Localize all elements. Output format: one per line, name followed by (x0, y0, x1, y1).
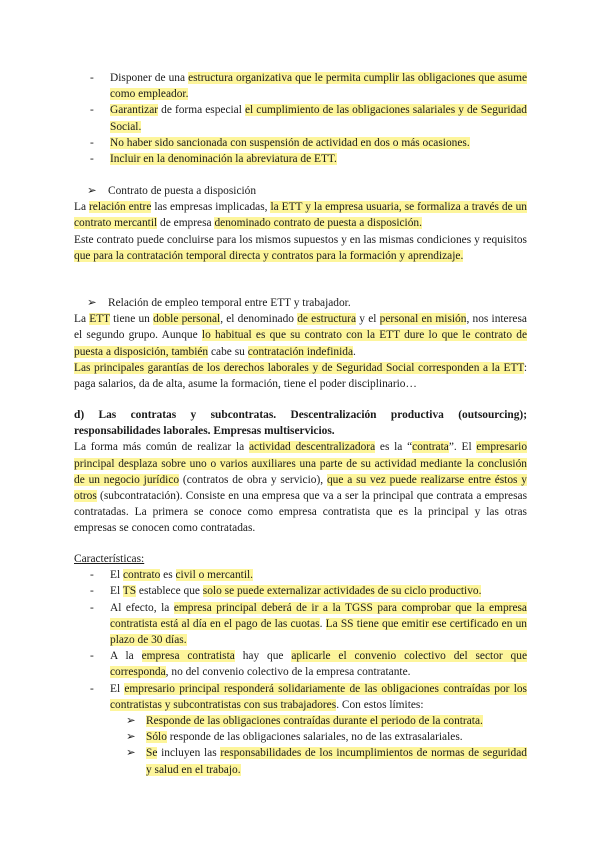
section-subheading: ➢ Relación de empleo temporal entre ETT y trabajador. (74, 295, 527, 311)
dash-bullet: - (90, 601, 94, 614)
list-item (74, 600, 527, 649)
text-run: hay que (234, 650, 292, 663)
text-run: (subcontratación). Consiste en una empresa que va a ser la principal que contrata a empresas contratadas. La primera se conoce como empresa contratista que es la principal y las otras empresas se conocen como contratadas. (74, 490, 527, 535)
text-run: Al efecto, la (110, 601, 174, 614)
highlighted-text: de estructura (297, 313, 357, 326)
highlighted-text: Garantizar (110, 104, 159, 117)
highlighted-text: contratación indefinida (247, 345, 354, 358)
list-item (74, 583, 527, 599)
text-run: A la (110, 650, 142, 663)
dash-bullet: - (90, 136, 94, 149)
highlighted-text: lo habitual es que su contrato con la ETT dure lo que le contrato de puesta a disposición, también (74, 329, 527, 358)
paragraph (74, 232, 527, 264)
arrow-bullet-icon: ➢ (126, 731, 136, 744)
list-item (74, 151, 527, 167)
text-run: es (160, 569, 176, 582)
highlighted-text: Se (146, 747, 158, 760)
dash-bullet: - (90, 650, 94, 663)
text-run: El (110, 585, 123, 598)
section-subheading: ➢ Contrato de puesta a disposición (74, 183, 527, 199)
highlighted-text: contrata (412, 441, 449, 454)
text-run: El (110, 569, 123, 582)
highlighted-text: empresario principal desplaza sobre uno o varios auxiliares una parte de su actividad mediante la conclusión de un negocio jurídico (74, 441, 528, 486)
text-run: La forma más común de realizar la (74, 441, 249, 454)
text-run: es la “ (375, 441, 413, 454)
highlighted-text: solo se puede externalizar actividades de su ciclo productivo. (202, 585, 482, 598)
dash-bullet: - (90, 72, 94, 84)
highlighted-text: ETT (89, 313, 110, 326)
list-item (74, 567, 527, 583)
text-run: (contratos de obra y servicio), (179, 473, 327, 486)
highlighted-text: doble personal (153, 313, 221, 326)
text-run: La (74, 201, 89, 214)
text-run: , no del convenio colectivo de la empresa contratante. (165, 666, 411, 679)
paragraph (74, 439, 527, 536)
highlighted-text: que a su vez puede realizarse entre éstos y otros (74, 473, 527, 503)
text-run: establece que (136, 585, 203, 598)
list-item (74, 70, 527, 102)
highlighted-text: relación entre (88, 201, 152, 214)
highlighted-text: responsabilidades de los incumplimientos de normas de seguridad y salud en el trabajo. (146, 747, 527, 776)
text-run: , nos interesa el segundo grupo. Aunque (74, 313, 527, 342)
highlighted-text: empresa contratista (141, 650, 235, 663)
text-run: las empresas implicadas, (151, 201, 271, 214)
highlighted-text: civil o mercantil. (175, 569, 253, 582)
list-item (74, 135, 527, 151)
highlighted-text: denominado contrato de puesta a disposición. (214, 217, 422, 230)
text-run: responde de las obligaciones salariales, no de las extrasalariales. (166, 731, 463, 744)
highlighted-text: Incluir en la denominación la abreviatura de ETT. (110, 153, 337, 166)
paragraph (74, 360, 527, 392)
highlighted-text: contrato (122, 569, 161, 582)
caracteristicas-section (74, 551, 527, 778)
arrow-bullet-icon: ➢ (87, 185, 97, 197)
text-run: : paga salarios, da de alta, asume la formación, tiene el poder disciplinario… (74, 361, 527, 391)
list-item (74, 681, 527, 713)
highlighted-text: empresario principal responderá solidariamente de las obligaciones contraídas por los contratistas y subcontratistas con sus trabajadores (110, 682, 527, 711)
text-run: . (319, 617, 326, 630)
arrow-bullet-icon: ➢ (126, 747, 136, 760)
dash-bullet: - (90, 569, 94, 582)
text-run: y el (356, 313, 380, 326)
highlighted-text: empresa principal deberá de ir a la TGSS para comprobar que la empresa contratista está al día en el pago de las cuotas (110, 601, 527, 630)
highlighted-text: estructura organizativa que le permita cumplir las obligaciones que asume como empleador. (110, 72, 528, 101)
text-run: incluyen las (157, 747, 221, 760)
highlighted-text: Sólo (146, 731, 167, 744)
dash-bullet: - (90, 682, 94, 695)
highlighted-text: La SS tiene que emitir ese certificado en un plazo de 30 días. (110, 617, 527, 647)
text-run: . Con estos límites: (336, 698, 424, 711)
text-run: Este contrato puede concluirse para los mismos supuestos y en las mismas condiciones y requisitos (74, 233, 527, 246)
highlighted-text: personal en misión (379, 313, 467, 326)
text-run: . (353, 345, 356, 358)
highlighted-text: TS (122, 585, 137, 598)
highlighted-text: Responde de las obligaciones contraídas durante el periodo de la contrata. (146, 715, 483, 728)
text-run: tiene un (109, 313, 154, 326)
sub-list-item (74, 713, 527, 729)
text-run: Disponer de una (110, 72, 189, 84)
sub-list-item (74, 729, 527, 745)
highlighted-text: que para la contratación temporal directa y contratos para la formación y aprendizaje. (74, 249, 464, 262)
highlighted-text: actividad descentralizadora (248, 441, 376, 454)
contrato-puesta-section (74, 183, 527, 264)
text-run: de empresa (157, 217, 215, 230)
text-run: ”. El (448, 441, 477, 454)
highlighted-text: aplicarle el convenio colectivo del sector que corresponda (110, 650, 528, 679)
dash-bullet: - (90, 153, 94, 166)
relacion-empleo-section (74, 295, 527, 392)
dash-bullet: - (90, 585, 94, 598)
list-item (74, 648, 527, 680)
arrow-bullet-icon: ➢ (126, 715, 136, 728)
arrow-bullet-icon: ➢ (87, 297, 97, 309)
requirements-list (74, 70, 527, 167)
section-d (74, 407, 527, 537)
text-run: , el denominado (220, 313, 298, 326)
highlighted-text: Las principales garantías de los derechos laborales y de Seguridad Social corresponden a la ETT (74, 361, 524, 374)
list-item (74, 102, 527, 134)
paragraph (74, 199, 527, 231)
highlighted-text: la ETT y la empresa usuaria, se formaliza a través de un contrato mercantil (74, 201, 527, 230)
highlighted-text: el cumplimiento de las obligaciones salariales y de Seguridad Social. (110, 104, 527, 133)
dash-bullet: - (90, 104, 94, 117)
paragraph (74, 311, 527, 360)
highlighted-text: No haber sido sancionada con suspensión de actividad en dos o más ocasiones. (110, 136, 470, 149)
text-run: de forma especial (158, 104, 245, 117)
sub-list-item (74, 745, 527, 777)
text-run: cabe su (208, 345, 248, 358)
text-run: El (110, 682, 125, 695)
section-heading: d) Las contratas y subcontratas. Descentralización productiva (outsourcing); responsabilidades laborales. Empresas multiservicios. (74, 409, 527, 438)
text-run: La (74, 313, 90, 326)
caracteristicas-heading: Características: (74, 553, 145, 565)
